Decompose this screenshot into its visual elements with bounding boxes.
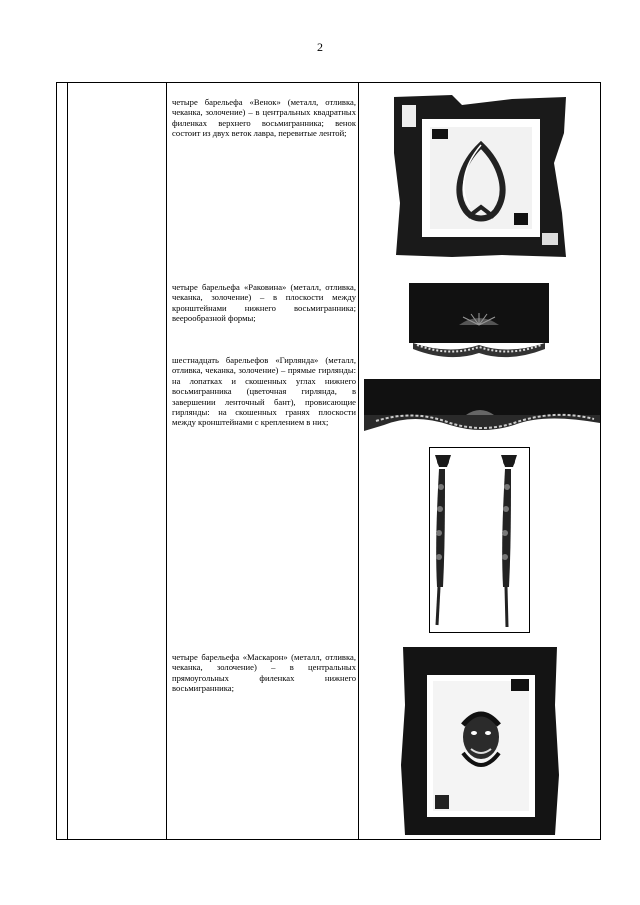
table-column-divider-2 <box>166 82 167 840</box>
garland-bas-relief-photos <box>364 379 600 437</box>
mascaron-bas-relief-photo <box>401 645 559 837</box>
shell-bas-relief-photo <box>409 283 549 363</box>
garland-vertical-photo <box>429 447 530 633</box>
wreath-description: четыре барельефа «Венок» (металл, отливка, чеканка, золочение) – в центральных квадратных филенках верхнего восьмигранника; венок состоит из двух веток лавра, перевитые лентой; <box>172 97 356 139</box>
table-column-divider-3 <box>358 82 359 840</box>
table-column-divider-1 <box>67 82 68 840</box>
garland-description: шестнадцать барельефов «Гирлянда» (металл, отливка, чеканка, золочение) – прямые гирлянды: на лопатках и скошенных углах нижнего восьмигранника (цветочная гирлянда, в завершении ленточный бант), провисающие гирлянды: на скошенных гранях плоскости между кронштейнами с креплением в них; <box>172 355 356 428</box>
mascaron-description: четыре барельефа «Маскарон» (металл, отливка, чеканка, золочение) – в центральных прямоугольных филенках нижнего восьмигранника; <box>172 652 356 694</box>
page-number: 2 <box>317 40 323 54</box>
shell-description: четыре барельефа «Раковина» (металл, отливка, чеканка, золочение) – в плоскости между кронштейнами нижнего восьмигранника; веерообразной формы; <box>172 282 356 324</box>
wreath-bas-relief-photo <box>392 93 568 259</box>
